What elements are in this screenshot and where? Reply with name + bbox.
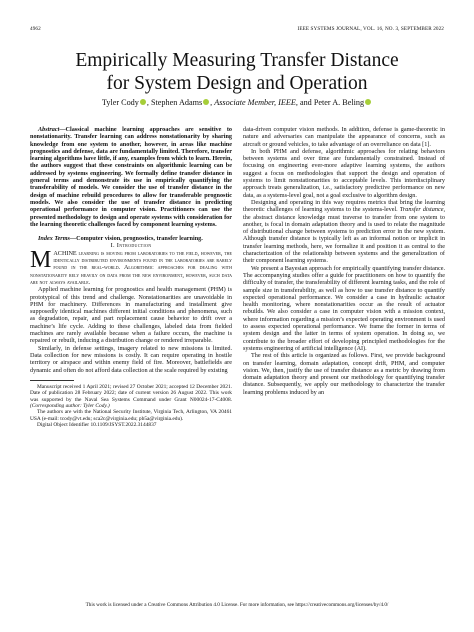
orcid-icon[interactable]	[203, 99, 209, 105]
index-terms-label: Index Terms—	[38, 235, 77, 243]
license-notice: This work is licensed under a Creative Commons Attribution 4.0 License. For more information, see https://creativecommons.org/licenses/by/4.0/	[85, 602, 389, 608]
intro-paragraph-2: Applied machine learning for prognostics and health management (PHM) is prototypical of this trend and challenge. Nonstationarities are unavoidable in PHM for machinery. Differences in manufacturing and installment give supposedly identical machines different initial conditions and phenomena, such as degradation, repair, and part replacement cause behavior to drift over a machine’s life cycle. Adding to these challenges, labeled data from fielded machines are rarely available because when a failure occurs, the machine is repaired or rebuilt, inducing a distribution change or rendered irreparable.	[30, 286, 232, 345]
page-number: 4962	[30, 26, 41, 32]
footnote-divider	[30, 380, 74, 381]
corresponding-author: (Corresponding author: Tyler Cody.)	[30, 403, 110, 410]
left-column	[30, 126, 232, 429]
footnote-doi: Digital Object Identifier 10.1109/JSYST.2022.3144837	[37, 422, 157, 429]
intro-paragraph-1-text: ACHINE learning is moving from laboratories to the field, however, the identically distributed environments found in the laboratories are rarely found in the real-world. Algorithmic approaches for dealing with nonstationarity rely heavily on data from the new environment, however, such data are not always available.	[30, 249, 232, 286]
journal-header: IEEE SYSTEMS JOURNAL, VOL. 16, NO. 3, SEPTEMBER 2022	[297, 26, 444, 32]
right-paragraph-5: The rest of this article is organized as follows. First, we provide background on transfer learning, domain adaptation, concept drift, PHM, and computer vision. We, then, justify the use of transfer distance as a metric by drawing from domain adaptation theory and present our methodology for quantifying transfer distance. Subsequently, we apply our methodology to characterize the transfer learning problems induced by an	[243, 352, 445, 396]
title-line-2: for System Design and Operation	[106, 72, 368, 94]
author-3: , and Peter A. Beling	[295, 98, 365, 107]
right-paragraph-1: data-driven computer vision methods. In addition, defense is game-theoretic in nature and adversaries can manipulate the appearance of concerns, such as aircraft or ground vehicles, to take advantage of an overreliance on data [1].	[243, 126, 445, 148]
footnote-manuscript	[30, 384, 232, 410]
paper-title	[40, 50, 434, 95]
transfer-distance-term: Transfer distance	[399, 206, 444, 214]
abstract-text: Classical machine learning approaches are sensitive to nonstationarity. Transfer learning can address nonstationarity by sharing knowledge from one system to another, however, in areas like machine prognostics and defense, data are fundamentally limited. Therefore, transfer learning algorithms have little, if any, examples from which to learn. Herein, the authors suggest that these constraints on algorithmic learning can be addressed by systems engineering. We formally define transfer distance in general terms and demonstrate its use in empirically quantifying the transferability of models. We consider the use of transfer distance in the design of machine rebuild procedures to allow for transferable prognostic models. We also consider the use of transfer distance in predicting operational performance in computer vision. Practitioners can use the presented methodology to design and operate systems with consideration for the learning theoretic challenges faced by component learning systems.	[30, 126, 232, 228]
abstract	[30, 126, 232, 228]
footnote-manuscript-text: Manuscript received 1 April 2021; revised 27 October 2021; accepted 12 December 2021. Date of publication 28 February 2022; date of current version 26 August 2022. This work was supported by the Naval Sea Systems Command under Grant N00024-17-C4008.	[30, 383, 232, 403]
author-1: Tyler Cody	[101, 98, 139, 107]
right-column	[243, 126, 445, 396]
running-header	[30, 26, 444, 35]
right-paragraph-2: In both PHM and defense, algorithmic approaches for relating behaviors between systems and over time are fundamentally constrained. Instead of focusing on engineering ever-more adaptive learning systems, the authors suggest a focus on methodologies that support the design and operation of systems to limit nonstationarities to acceptable levels. This interdisciplinary approach treats generalization, i.e., satisfactory predictive performance on new data, as a systems-level goal, not a goal exclusive to algorithm design.	[243, 147, 445, 199]
author-2-role: Associate Member, IEEE	[214, 98, 296, 107]
right-paragraph-3	[243, 199, 445, 265]
right-paragraph-4: We present a Bayesian approach for empirically quantifying transfer distance. The accompanying studies offer a guide for practitioners on how to quantify the difficulty of transfer, the transferability of different learning tasks, and the role of sample size in transferability, as well as how to use transfer distance to quantify expected operational performance. We consider a case in hydraulic actuator health monitoring, where nonstationarities occur as the result of actuator rebuilds. We also consider a case in computer vision with a mission context, where information regarding a mission’s expected operating environment is used to assess expected operational performance. We frame the former in terms of system design and the latter in terms of system operation. In doing so, we contribute to the broader effort of developing principled methodologies for the systems engineering of artificial intelligence (AI).	[243, 264, 445, 352]
footnotes	[30, 384, 232, 429]
index-terms	[30, 235, 232, 242]
right-paragraph-3-a: Designing and operating in this way requires metrics that bring the learning theoretic challenges of learning systems to the systems-level.	[243, 198, 445, 214]
author-separator: ,	[146, 98, 151, 107]
index-terms-text: Computer vision, prognostics, transfer learning.	[76, 235, 203, 243]
orcid-icon[interactable]	[365, 99, 371, 105]
footnote-affiliation: The authors are with the National Security Institute, Virginia Tech, Arlington, VA 20461 USA (e-mail: tcody@vt.edu; sca2c@virginia.edu; pb5a@virginia.edu).	[30, 409, 232, 422]
author-separator: ,	[210, 98, 215, 107]
title-line-1: Empirically Measuring Transfer Distance	[75, 50, 399, 71]
drop-cap: M	[30, 246, 52, 273]
right-paragraph-3-b: , the abstract distance knowledge must traverse to transfer from one system to another, is focal in domain adaptation theory and is used to relate the magnitude of distributional change between systems to prediction error in the new system. Although transfer distance is typically left as an informal notion or implicit in transfer learning methods, here, we formalize it and position it as central to the characterization of the relationship between systems and the generalization of their component learning systems.	[243, 206, 445, 265]
orcid-icon[interactable]	[140, 99, 146, 105]
abstract-label: Abstract—	[38, 126, 66, 133]
author-2: Stephen Adams	[150, 98, 203, 107]
section-heading-introduction: I. Introduction	[110, 242, 152, 250]
author-line	[40, 98, 434, 107]
intro-paragraph-3: Similarly, in defense settings, imagery related to new missions is limited. Data collection for new missions is costly. It can require operating in hostile territory or airspace and within enemy field of fire. Moreover, battlefields are dynamic and often do not afford data collection at the scale required by existing	[30, 344, 232, 374]
